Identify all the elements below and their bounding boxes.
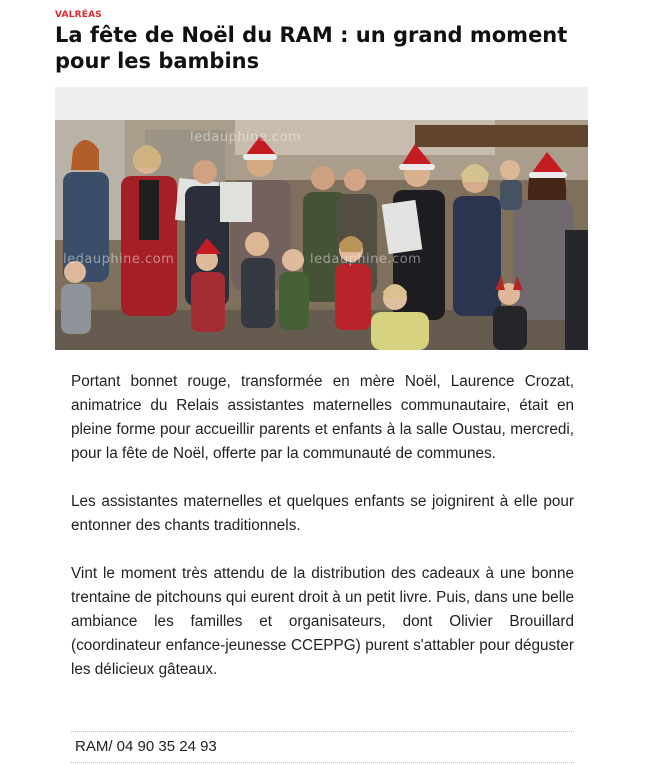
- photo-top-band: [55, 87, 588, 120]
- photo-watermark: ledauphine.com: [63, 252, 175, 267]
- article-paragraph: Portant bonnet rouge, transformée en mère Noël, Laurence Crozat, animatrice du Relais assistantes maternelles communautaire, était en pleine forme pour accueillir parents et enfants à la salle Oustau, mercredi, pour la fête de Noël, offerte par la communauté de communes.: [71, 373, 574, 462]
- article-headline: La fête de Noël du RAM : un grand moment pour les bambins: [55, 23, 568, 73]
- photo-illustration: [55, 120, 588, 350]
- section-kicker[interactable]: VALRÉAS: [55, 10, 102, 20]
- contact-divider-top: [71, 731, 574, 732]
- article-body: [71, 370, 574, 706]
- contact-info: RAM/ 04 90 35 24 93: [75, 738, 217, 755]
- article-photo[interactable]: [55, 120, 588, 350]
- contact-divider-bottom: [71, 762, 574, 763]
- article-paragraph: Vint le moment très attendu de la distribution des cadeaux à une bonne trentaine de pitchouns qui eurent droit à un petit livre. Puis, dans une belle ambiance les familles et organisateurs, dont Olivier Brouillard (coordinateur enfance-jeunesse CCEPPG) purent s'attabler pour déguster les délicieux gâteaux.: [71, 565, 574, 678]
- photo-watermark: ledauphine.com: [310, 252, 422, 267]
- article-paragraph: Les assistantes maternelles et quelques enfants se joignirent à elle pour entonner des chants traditionnels.: [71, 493, 574, 534]
- photo-watermark: ledauphine.com: [190, 130, 302, 145]
